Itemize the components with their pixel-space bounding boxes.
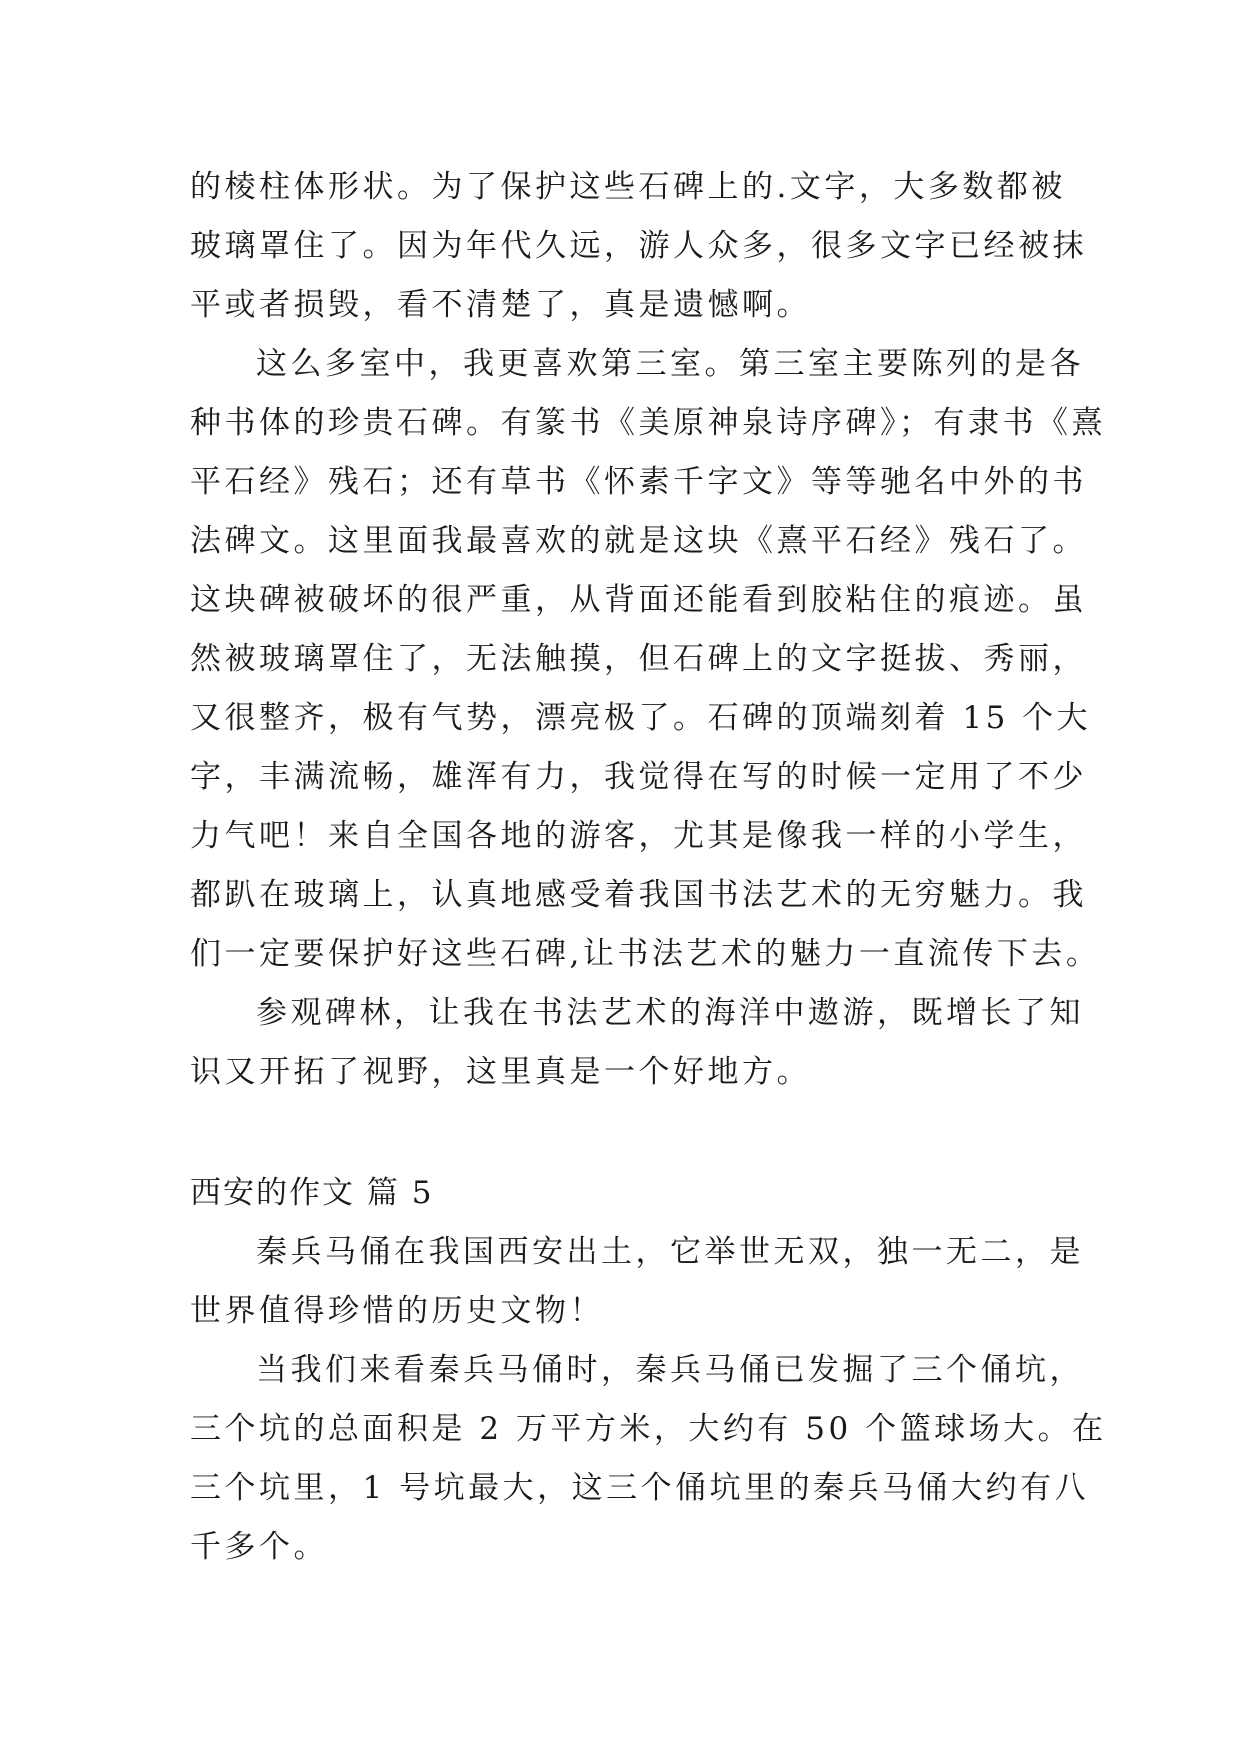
paragraph-line: 玻璃罩住了。因为年代久远，游人众多，很多文字已经被抹: [190, 228, 1087, 264]
paragraph-line: 字，丰满流畅，雄浑有力，我觉得在写的时候一定用了不少: [190, 759, 1087, 795]
section-heading: 西安的作文 篇 5: [190, 1175, 434, 1211]
paragraph-line: 法碑文。这里面我最喜欢的就是这块《熹平石经》残石了。: [190, 523, 1087, 559]
paragraph-line: 识又开拓了视野，这里真是一个好地方。: [190, 1054, 811, 1090]
paragraph-line: 平或者损毁，看不清楚了，真是遗憾啊。: [190, 287, 811, 323]
document-body: [190, 158, 1107, 1577]
paragraph-line: 参观碑林，让我在书法艺术的海洋中遨游，既增长了知: [256, 995, 1084, 1031]
paragraph-line: 然被玻璃罩住了，无法触摸，但石碑上的文字挺拔、秀丽，: [190, 641, 1087, 677]
paragraph-line: 都趴在玻璃上，认真地感受着我国书法艺术的无穷魅力。我: [190, 877, 1087, 913]
paragraph-line: 平石经》残石；还有草书《怀素千字文》等等驰名中外的书: [190, 464, 1087, 500]
paragraph-line: 又很整齐，极有气势，漂亮极了。石碑的顶端刻着 15 个大: [190, 700, 1092, 736]
paragraph-line: 的棱柱体形状。为了保护这些石碑上的.文字，大多数都被: [190, 169, 1066, 205]
paragraph-line: 这块碑被破坏的很严重，从背面还能看到胶粘住的痕迹。虽: [190, 582, 1087, 618]
paragraph-line: 当我们来看秦兵马俑时，秦兵马俑已发掘了三个俑坑，: [256, 1352, 1084, 1388]
paragraph-line: 种书体的珍贵石碑。有篆书《美原神泉诗序碑》；有隶书《熹: [190, 405, 1106, 441]
paragraph-line: 们一定要保护好这些石碑,让书法艺术的魅力一直流传下去。: [190, 936, 1101, 972]
paragraph-line: 力气吧！来自全国各地的游客，尤其是像我一样的小学生，: [190, 818, 1087, 854]
paragraph-line: 秦兵马俑在我国西安出土，它举世无双，独一无二，是: [256, 1234, 1084, 1270]
paragraph-line: 千多个。: [190, 1529, 328, 1565]
paragraph-line: 三个坑里，1 号坑最大，这三个俑坑里的秦兵马俑大约有八: [190, 1470, 1090, 1506]
paragraph-line: 这么多室中，我更喜欢第三室。第三室主要陈列的是各: [256, 346, 1084, 382]
paragraph-line: 三个坑的总面积是 2 万平方米，大约有 50 个篮球场大。在: [190, 1411, 1107, 1447]
paragraph-line: 世界值得珍惜的历史文物！: [190, 1293, 604, 1329]
